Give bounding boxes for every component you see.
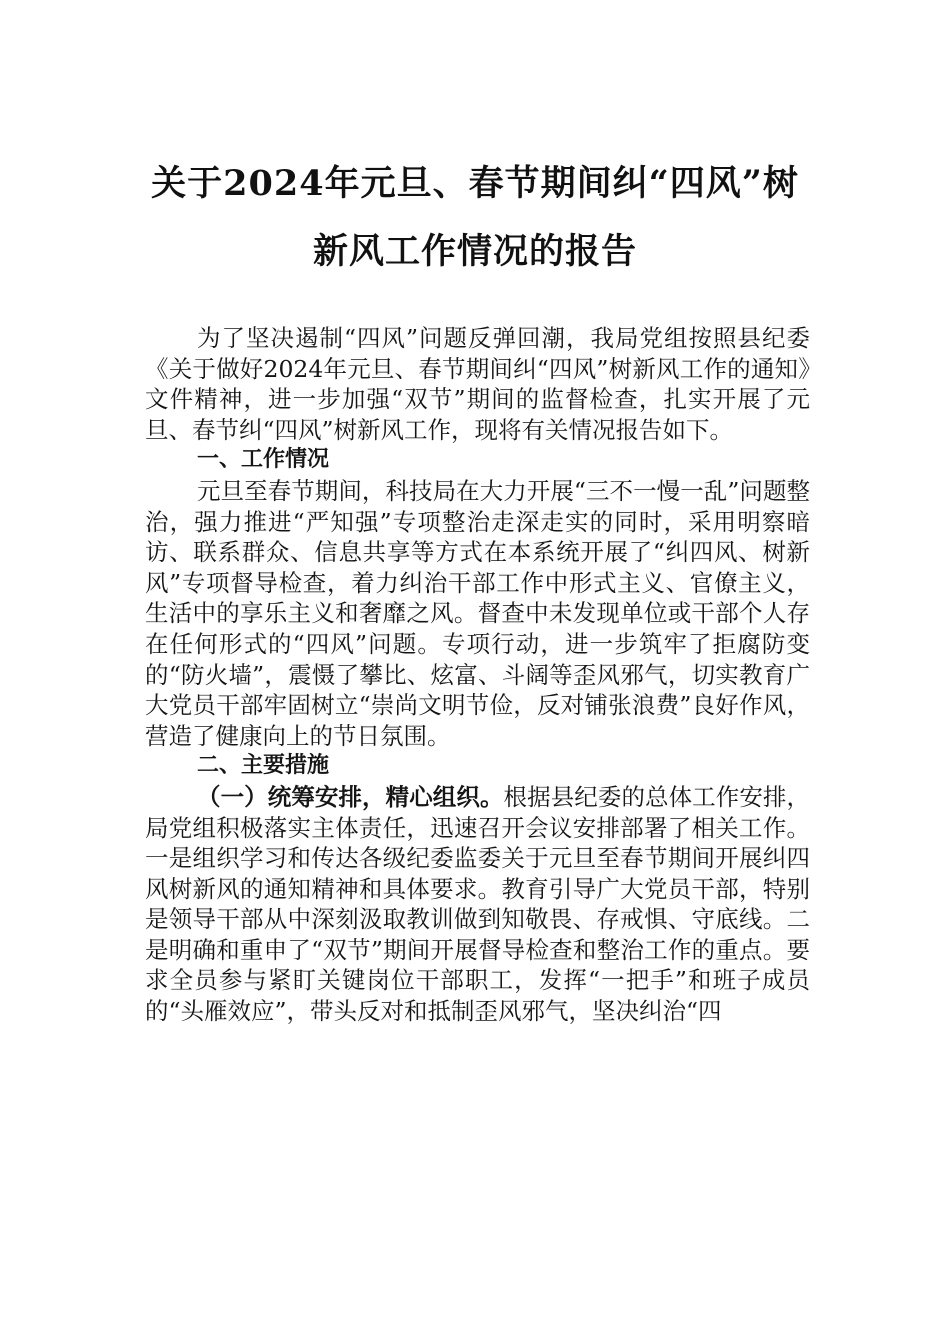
work-status-paragraph: 元旦至春节期间，科技局在大力开展“三不一慢一乱”问题整治，强力推进“严知强”专项整治走深走实的同时，采用明察暗访、联系群众、信息共享等方式在本系统开展了“纠四风、树新风”专项督导检查，着力纠治干部工作中形式主义、官僚主义，生活中的享乐主义和奢靡之风。督查中未发现单位或干部个人存在任何形式的“四风”问题。专项行动，进一步筑牢了拒腐防变的“防火墙”，震慑了攀比、炫富、斗阔等歪风邪气，切实教育广大党员干部牢固树立“崇尚文明节俭，反对铺张浪费”良好作风，营造了健康向上的节日氛围。 — [145, 476, 810, 750]
document-body — [145, 323, 810, 1027]
document-title-line-1: 关于2024年元旦、春节期间纠“四风”树 — [151, 163, 799, 204]
section-heading-main-measures: 二、主要措施 — [197, 753, 330, 779]
measure-1-body: 根据县纪委的总体工作安排，局党组积极落实主体责任，迅速召开会议安排部署了相关工作。一是组织学习和传达各级纪委监委关于元旦至春节期间开展纠四风树新风的通知精神和具体要求。教育引导广大党员干部，特别是领导干部从中深刻汲取教训做到知敬畏、存戒惧、守底线。二是明确和重申了“双节”期间开展督导检查和整治工作的重点。要求全员参与紧盯关键岗位干部职工，发挥“一把手”和班子成员的“头雁效应”，带头反对和抵制歪风邪气，坚决纠治“四 — [145, 782, 811, 1026]
intro-paragraph: 为了坚决遏制“四风”问题反弹回潮，我局党组按照县纪委《关于做好2024年元旦、春节期间纠“四风”树新风工作的通知》文件精神，进一步加强“双节”期间的监督检查，扎实开展了元旦、春节纠“四风”树新风工作，现将有关情况报告如下。 — [145, 324, 810, 444]
measure-1-paragraph — [145, 782, 810, 1027]
section-heading-work-status: 一、工作情况 — [197, 447, 330, 473]
measure-1-lead: （一）统筹安排，精心组织。 — [197, 782, 504, 811]
document-title-line-2: 新风工作情况的报告 — [312, 231, 637, 272]
